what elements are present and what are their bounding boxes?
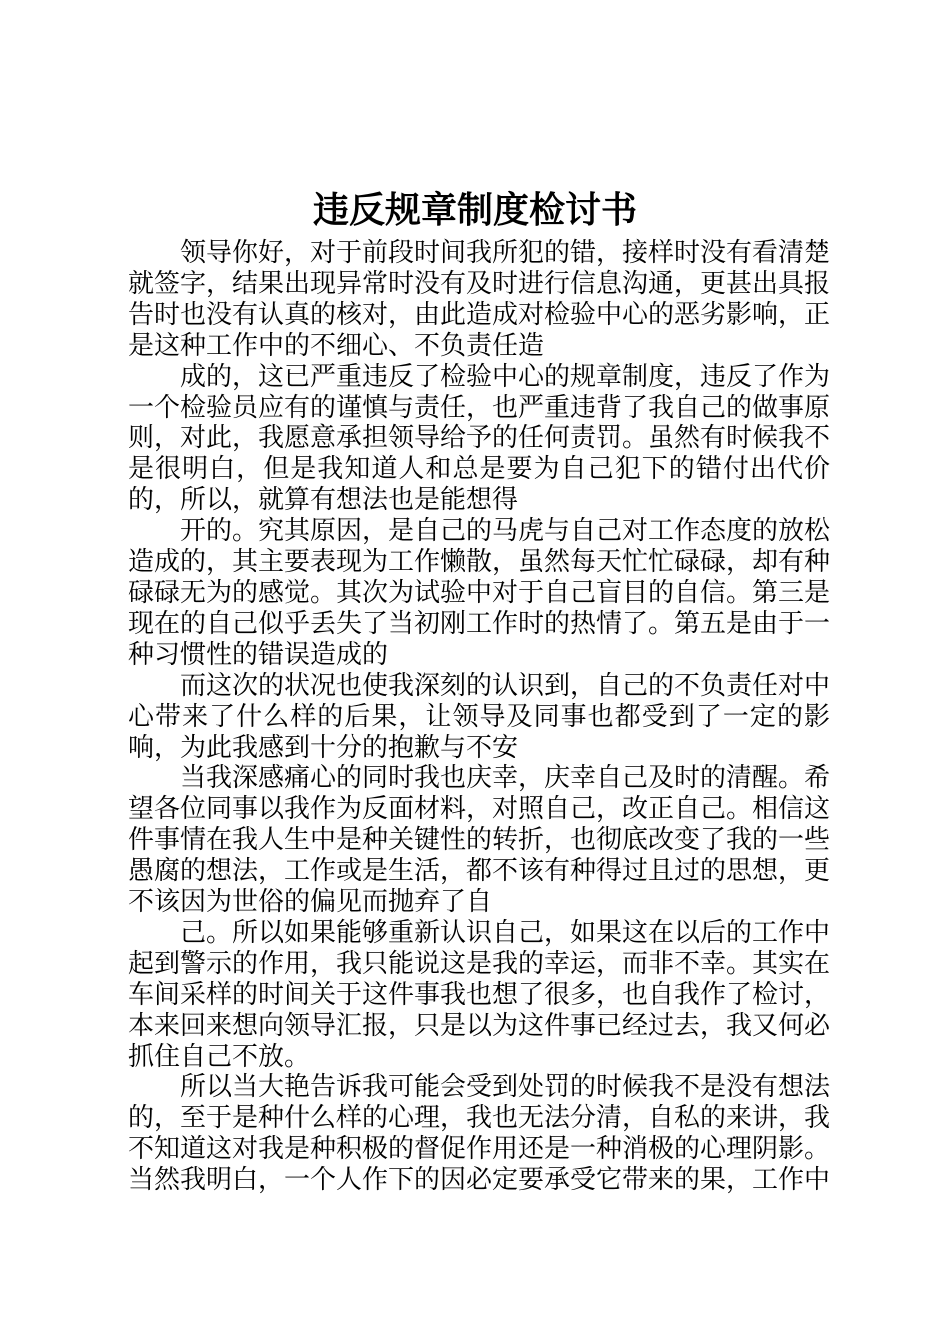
document-title: 违反规章制度检讨书 — [312, 189, 637, 231]
paragraph: 开的。究其原因，是自己的马虎与自己对工作态度的放松造成的，其主要表现为工作懒散，虽然每天忙忙碌碌，却有种碌碌无为的感觉。其次为试验中对于自己盲目的自信。第三是现在的自己似乎丢失了当初刚工作时的热情了。第五是由于一种习惯性的错误造成的 — [128, 516, 831, 670]
paragraph: 所以当大艳告诉我可能会受到处罚的时候我不是没有想法的，至于是种什么样的心理，我也无法分清，自私的来讲，我不知道这对我是种积极的督促作用还是一种消极的心理阴影。当然我明白，一个人作下的因必定要承受它带来的果，工作中 — [128, 1072, 831, 1196]
paragraph: 领导你好，对于前段时间我所犯的错，接样时没有看清楚就签字，结果出现异常时没有及时进行信息沟通，更甚出具报告时也没有认真的核对，由此造成对检验中心的恶劣影响，正是这种工作中的不细心、不负责任造 — [128, 238, 831, 361]
paragraph: 而这次的状况也使我深刻的认识到，自己的不负责任对中心带来了什么样的后果，让领导及同事也都受到了一定的影响，为此我感到十分的抱歉与不安 — [128, 670, 831, 763]
paragraph: 成的，这已严重违反了检验中心的规章制度，违反了作为一个检验员应有的谨慎与责任，也严重违背了我自己的做事原则，对此，我愿意承担领导给予的任何责罚。虽然有时候我不是很明白，但是我知道人和总是要为自己犯下的错付出代价的，所以，就算有想法也是能想得 — [128, 361, 831, 516]
paragraph: 己。所以如果能够重新认识自己，如果这在以后的工作中起到警示的作用，我只能说这是我的幸运，而非不幸。其实在车间采样的时间关于这件事我也想了很多，也自我作了检讨，本来回来想向领导汇报，只是以为这件事已经过去，我又何必抓住自己不放。 — [128, 917, 831, 1072]
paragraph: 当我深感痛心的同时我也庆幸，庆幸自己及时的清醒。希望各位同事以我作为反面材料，对照自己，改正自己。相信这件事情在我人生中是种关键性的转折，也彻底改变了我的一些愚腐的想法，工作或是生活，都不该有种得过且过的思想，更不该因为世俗的偏见而抛弃了自 — [128, 763, 831, 918]
document-body — [128, 238, 830, 1196]
